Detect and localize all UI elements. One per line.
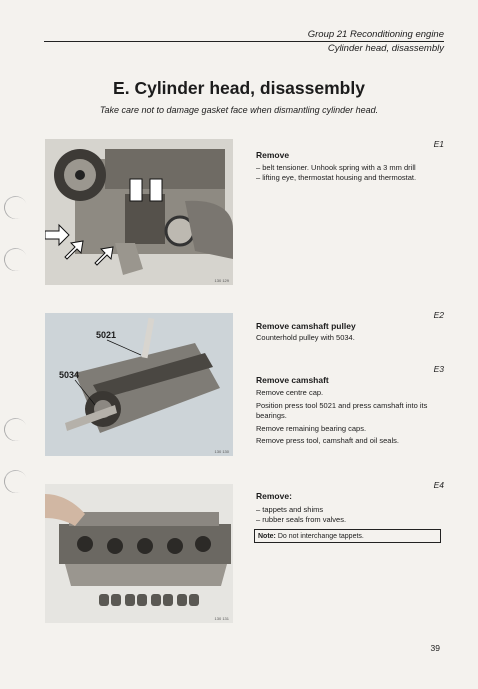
step-heading-e4: Remove: — [256, 491, 292, 501]
step-para: Remove press tool, camshaft and oil seals. — [256, 436, 399, 445]
note-label: Note: — [258, 533, 276, 540]
note-box — [254, 529, 441, 543]
header-subgroup: Cylinder head, disassembly — [327, 43, 444, 54]
step-heading-e3: Remove camshaft — [256, 375, 329, 385]
step-label-e2: E2 — [433, 310, 444, 320]
binder-hole-mark — [1, 245, 30, 274]
step-text-e2: Counterhold pulley with 5034. — [256, 333, 355, 342]
list-item: – rubber seals from valves. — [256, 515, 444, 525]
step-para: Remove remaining bearing caps. — [256, 424, 367, 433]
figure-code: 130 129 — [214, 278, 229, 283]
step-heading-e2: Remove camshaft pulley — [256, 321, 356, 331]
step-list-e1 — [256, 163, 444, 183]
page-subtitle: Take care not to damage gasket face when dismantling cylinder head. — [99, 105, 379, 115]
figure-belt-tensioner — [45, 139, 233, 285]
binder-hole-mark — [1, 467, 30, 496]
list-item: – lifting eye, thermostat housing and thermostat. — [256, 173, 444, 183]
step-para: Position press tool 5021 and press camshaft into its bearings. — [256, 401, 428, 420]
step-list-e4 — [256, 505, 444, 525]
header-group: Group 21 Reconditioning engine — [307, 29, 444, 40]
figure-camshaft-removal — [45, 313, 233, 456]
page-title: E. Cylinder head, disassembly — [113, 78, 365, 98]
step-label-e4: E4 — [433, 480, 444, 490]
list-item: – tappets and shims — [256, 505, 444, 515]
step-label-e1: E1 — [433, 139, 444, 149]
figure-tappets-removal — [45, 484, 233, 623]
callout-5034: 5034 — [59, 370, 80, 380]
note-text: Do not interchange tappets. — [277, 533, 364, 540]
figure-code: 130 131 — [214, 616, 229, 621]
step-heading-e1: Remove — [256, 150, 290, 160]
header-rule — [44, 41, 444, 42]
list-item: – belt tensioner. Unhook spring with a 3 mm drill — [256, 163, 444, 173]
binder-hole-mark — [1, 415, 30, 444]
step-para: Remove centre cap. — [256, 388, 324, 397]
figure-code: 130 130 — [214, 449, 229, 454]
binder-hole-mark — [1, 193, 30, 222]
page-number: 39 — [430, 643, 440, 653]
step-label-e3: E3 — [433, 364, 444, 374]
callout-5021: 5021 — [96, 330, 117, 340]
